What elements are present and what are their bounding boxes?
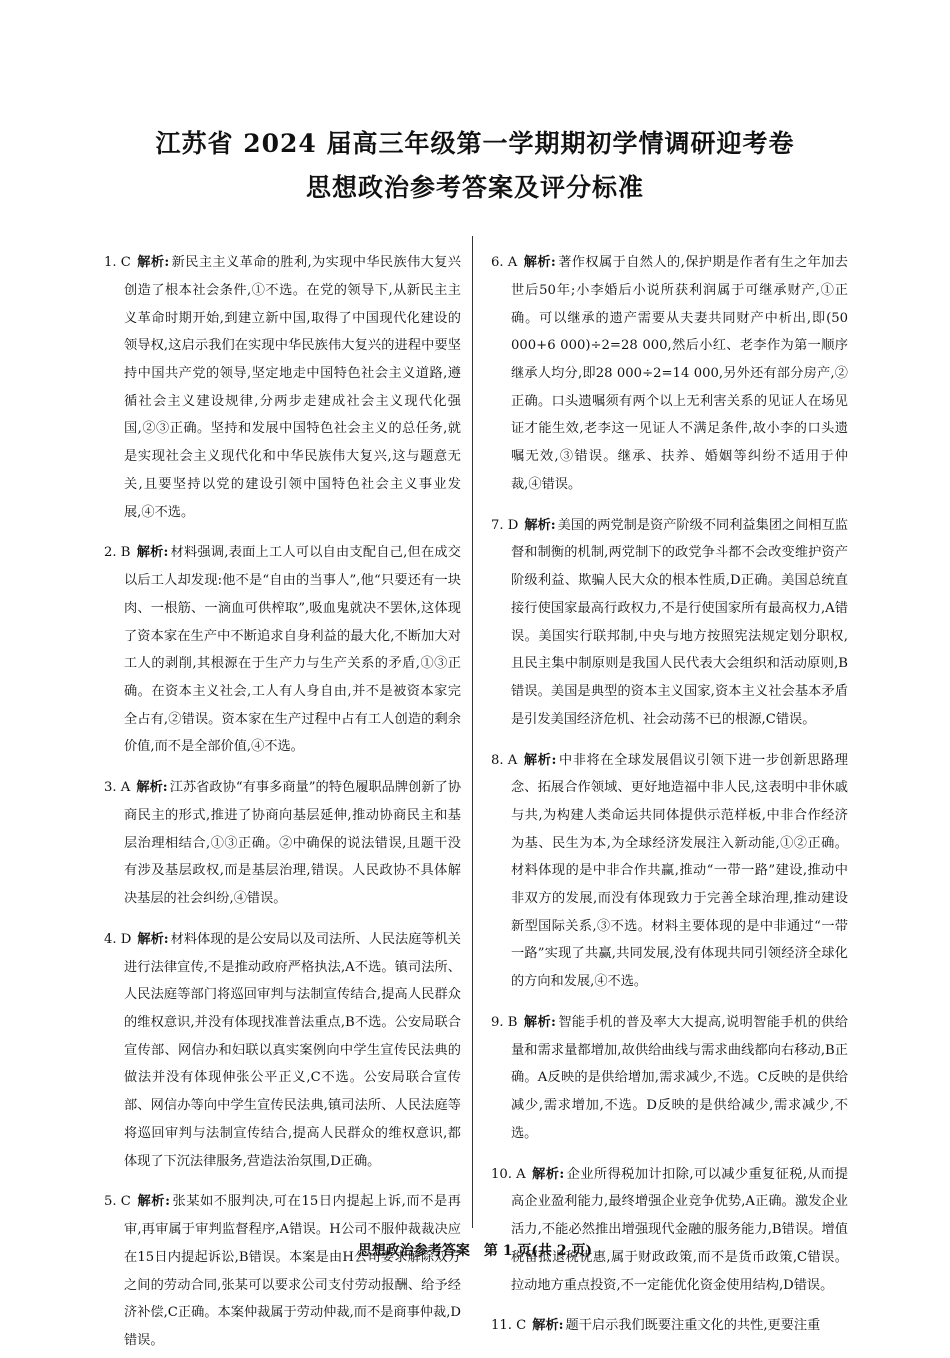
jiexi-label: 解析: bbox=[523, 752, 557, 768]
jiexi-label: 解析: bbox=[523, 255, 556, 271]
jiexi-label: 解析: bbox=[136, 780, 168, 796]
answer-explanation: 材料体现的是公安局以及司法所、人民法庭等机关进行法律宣传,不是推动政府严格执法,A不选。镇司法所、人民法庭等部门将巡回审判与法制宣传结合,提高人民群众的维权意识,并没有体现找准普法重点,B不选。公安局联合宣传部、网信办和妇联以真实案例向中学生宣传民法典的做法并没有体现伸张公平正义,C不选。公安局联合宣传部、网信办等向中学生宣传民法典,镇司法所、人民法庭等将巡回审判与法制宣传结合,提高人民群众的维权意识,都体现了下沉法律服务,营造法治氛围,D正确。 bbox=[124, 931, 461, 1169]
answer-item-7 bbox=[491, 512, 848, 734]
jiexi-label: 解析: bbox=[524, 517, 556, 533]
jiexi-label: 解析: bbox=[136, 545, 169, 561]
answer-item-6 bbox=[491, 249, 848, 498]
right-column bbox=[491, 236, 848, 1343]
answer-number: 8. A bbox=[491, 752, 518, 768]
answer-item-2 bbox=[104, 539, 461, 761]
answer-number: 4. D bbox=[104, 931, 132, 947]
answer-number: 5. C bbox=[104, 1194, 131, 1210]
answer-explanation: 江苏省政协“有事多商量”的特色履职品牌创新了协商民主的形式,推进了协商向基层延伸,推动协商民主和基层治理相结合,①③正确。②中确保的说法错误,且题干没有涉及基层政权,而是基层治理,错误。人民政协不具体解决基层的社会纠纷,④错误。 bbox=[124, 780, 462, 907]
jiexi-label: 解析: bbox=[137, 931, 169, 947]
document-title: 江苏省 2024 届高三年级第一学期期初学情调研迎考卷 bbox=[155, 129, 795, 158]
answer-explanation: 著作权属于自然人的,保护期是作者有生之年加去世后50年;小李婚后小说所获利润属于可继承财产,①正确。可以继承的遗产需要从夫妻共同财产中析出,即(50 000+6 000)÷2=28 000,然后小红、老李作为第一顺序继承人均分,即28 000÷2=14 000,另外还有部分房产,②正确。口头遗嘱须有两个以上无利害关系的见证人在场见证才能生效,老李这一见证人不满足条件,故小李的口头遗嘱无效,③错误。继承、扶养、婚姻等纠纷不适用于仲裁,④错误。 bbox=[511, 255, 848, 492]
answer-number: 7. D bbox=[491, 517, 519, 533]
answer-item-9 bbox=[491, 1009, 848, 1148]
answer-number: 1. C bbox=[104, 255, 131, 271]
answer-number: 2. B bbox=[104, 545, 131, 561]
answer-explanation: 新民主主义革命的胜利,为实现中华民族伟大复兴创造了根本社会条件,①不选。在党的领导下,从新民主主义革命时期开始,到建立新中国,取得了中国现代化建设的领导权,这启示我们在实现中华民族伟大复兴的进程中要坚持中国共产党的领导,坚定地走中国特色社会主义道路,遵循社会主义建设规律,分两步走建成社会主义现代化强国,②③正确。坚持和发展中国特色社会主义的总任务,就是实现社会主义现代化和中华民族伟大复兴,这与题意无关,且要坚持以党的建设引领中国特色社会主义事业发展,④不选。 bbox=[124, 255, 461, 520]
column-divider bbox=[472, 236, 473, 1228]
answer-item-4 bbox=[104, 926, 461, 1175]
answer-item-11 bbox=[491, 1312, 848, 1340]
answer-explanation: 中非将在全球发展倡议引领下进一步创新思路理念、拓展合作领域、更好地造福中非人民,这表明中非休戚与共,为构建人类命运共同体提供示范样板,中非合作经济为基、民生为本,为全球经济发展注入新动能,①②正确。材料体现的是中非合作共赢,推动“一带一路”建设,推动中非双方的发展,而没有体现致力于完善全球治理,推动建设新型国际关系,③不选。材料主要体现的是中非通过“一带一路”实现了共赢,共同发展,没有体现共同引领经济全球化的方向和发展,④不选。 bbox=[511, 752, 848, 990]
answer-item-5 bbox=[104, 1188, 461, 1354]
answer-explanation: 美国的两党制是资产阶级不同利益集团之间相互监督和制衡的机制,两党制下的政党争斗都不会改变维护资产阶级利益、欺骗人民大众的根本性质,D正确。美国总统直接行使国家最高行政权力,不是行使国家所有最高权力,A错误。美国实行联邦制,中央与地方按照宪法规定划分职权,且民主集中制原则是我国人民代表大会组织和活动原则,B错误。美国是典型的资本主义国家,资本主义社会基本矛盾是引发美国经济危机、社会动荡不已的根源,C错误。 bbox=[511, 517, 848, 727]
answer-explanation: 材料强调,表面上工人可以自由支配自己,但在成交以后工人却发现:他不是“自由的当事人”,他“只要还有一块肉、一根筋、一滴血可供榨取”,吸血鬼就决不罢休,这体现了资本家在生产中不断追求自身利益的最大化,不断加大对工人的剥削,其根源在于生产力与生产关系的矛盾,①③正确。在资本主义社会,工人有人身自由,并不是被资本家完全占有,②错误。资本家在生产过程中占有工人创造的剩余价值,而不是全部价值,④不选。 bbox=[124, 545, 461, 755]
page-footer: 思想政治参考答案 第 1 页(共 2 页) bbox=[357, 1243, 593, 1259]
answer-item-10 bbox=[491, 1161, 848, 1300]
answer-item-1 bbox=[104, 249, 461, 526]
jiexi-label: 解析: bbox=[136, 255, 170, 271]
answer-number: 11. C bbox=[491, 1318, 527, 1334]
answer-number: 3. A bbox=[104, 780, 131, 796]
answer-explanation: 智能手机的普及率大大提高,说明智能手机的供给量和需求量都增加,故供给曲线与需求曲线都向右移动,B正确。A反映的是供给增加,需求减少,不选。C反映的是供给减少,需求增加,不选。D反映的是供给减少,需求减少,不选。 bbox=[511, 1015, 848, 1141]
answer-explanation: 企业所得税加计扣除,可以减少重复征税,从而提高企业盈利能力,最终增强企业竞争优势,A正确。激发企业活力,不能必然推出增强现代金融的服务能力,B错误。增值税留抵退税优惠,属于财政政策,而不是货币政策,C错误。拉动地方重点投资,不一定能优化资金使用结构,D错误。 bbox=[511, 1166, 848, 1293]
jiexi-label: 解析: bbox=[523, 1015, 556, 1031]
document-subtitle: 思想政治参考答案及评分标准 bbox=[305, 173, 644, 202]
answer-number: 6. A bbox=[491, 255, 518, 271]
left-column bbox=[104, 236, 461, 1358]
answer-item-8 bbox=[491, 747, 848, 996]
answer-explanation: 张某如不服判决,可在15日内提起上诉,而不是再审,再审属于审判监督程序,A错误。H公司不服仲裁裁决应在15日内提起诉讼,B错误。本案是由H公司要求解除双方之间的劳动合同,张某可以要求公司支付劳动报酬、给予经济补偿,C正确。本案仲裁属于劳动仲裁,而不是商事仲裁,D错误。 bbox=[124, 1194, 461, 1348]
answer-number: 10. A bbox=[491, 1166, 526, 1182]
jiexi-label: 解析: bbox=[532, 1318, 564, 1334]
jiexi-label: 解析: bbox=[531, 1166, 565, 1182]
jiexi-label: 解析: bbox=[136, 1194, 170, 1210]
answer-item-3 bbox=[104, 774, 461, 913]
answer-number: 9. B bbox=[491, 1015, 518, 1031]
answer-explanation: 题干启示我们既要注重文化的共性,更要注重 bbox=[565, 1318, 821, 1334]
